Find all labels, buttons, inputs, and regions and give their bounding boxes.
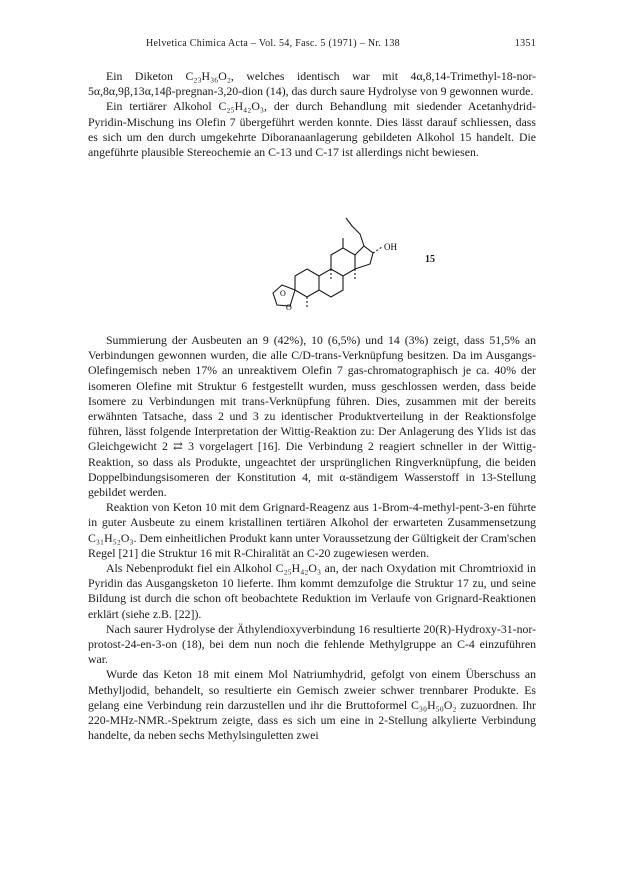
oh-label: OH [384,242,397,252]
paragraph-2: Ein tertiärer Alkohol C₂₅H₄₂O₃, der durch Behandlung mit siedender Acetanhydrid-Pyridin-Mischung ins Olefin 7 übergeführt werden konnte. Dies lässt darauf schliessen, dass es sich um den durch umgekehrte Diboranaanlagerung gebildeten Alkohol 15 handelt. Die angeführte plausible Stereochemie an C-13 und C-17 ist allerdings nicht bewiesen. [88,99,536,160]
structure-figure [240,206,420,318]
ketal-oxygen-1: O [280,289,286,298]
text-block-bottom [88,333,536,743]
page-number: 1351 [514,38,536,49]
structure-drawing [240,206,420,318]
text-block-top [88,69,536,160]
paragraph-7: Wurde das Keton 18 mit einem Mol Natriumhydrid, gefolgt von einem Überschuss an Methyljodid, behandelt, so resultierte ein Gemisch zweier schwer trennbarer Produkte. Es gelang eine Verbindung rein darzustellen und ihr die Bruttoformel C₃₀H₅₀O₂ zuzuordnen. Ihr 220-MHz-NMR.-Spektrum zeigte, dass es sich um eine in 2-Stellung alkylierte Verbindung handelte, da neben sechs Methylsinguletten zwei [88,667,536,743]
compound-label: 15 [425,254,435,265]
journal-title: Helvetica Chimica Acta – Vol. 54, Fasc. 5 (1971) – Nr. 138 [146,38,400,49]
ketal-oxygen-2: O [286,303,292,312]
paragraph-6: Nach saurer Hydrolyse der Äthylendioxyverbindung 16 resultierte 20(R)-Hydroxy-31-nor-protost-24-en-3-on (18), bei dem nun noch die fehlende Methylgruppe an C-4 einzuführen war. [88,621,536,667]
paragraph-3: Summierung der Ausbeuten an 9 (42%), 10 (6,5%) und 14 (3%) zeigt, dass 51,5% an Verbindungen gewonnen wurden, die alle C/D-trans-Verknüpfung besitzen. Da im Ausgangs-Olefingemisch neben 17% an unreaktivem Olefin 7 gas-chromatographisch je ca. 40% der isomeren Olefine mit Struktur 6 festgestellt wurden, muss geschlossen werden, dass beide Isomere zu Verbindungen mit trans-Verknüpfung führen. Dies, zusammen mit der bereits erwähnten Tatsache, dass 2 und 3 zu identischer Produktverteilung in der Reaktionsfolge führen, lässt folgende Interpretation der Wittig-Reaktion zu: Der Anlagerung des Ylids ist das Gleichgewicht 2 ⇄ 3 vorgelagert [16]. Die Verbindung 2 reagiert schneller in der Wittig-Reaktion, so dass als Produkte, ungeachtet der ursprünglichen Ringverknüpfung, die beiden Doppelbindungsisomeren der Konstitution 4, mit α-ständigem Wasserstoff in 13-Stellung gebildet werden. [88,333,536,500]
paragraph-1: Ein Diketon C₂₃H₃₆O₂, welches identisch war mit 4α,8,14-Trimethyl-18-nor-5α,8α,9β,13α,14β-pregnan-3,20-dion (14), das durch saure Hydrolyse von 9 gewonnen wurde. [88,69,536,99]
paragraph-5: Als Nebenprodukt fiel ein Alkohol C₂₅H₄₂O₃ an, der nach Oxydation mit Chromtrioxid in Pyridin das Ausgangsketon 10 lieferte. Ihm kommt demzufolge die Struktur 17 zu, und seine Bildung ist durch die schon oft beobachtete Reduktion im Verlaufe von Grignard-Reaktionen erklärt (siehe z.B. [22]). [88,561,536,621]
paragraph-4: Reaktion von Keton 10 mit dem Grignard-Reagenz aus 1-Brom-4-methyl-pent-3-en führte in guter Ausbeute zu einem kristallinen tertiären Alkohol der erwarteten Zusammensetzung C₃₁H₅₂O₃. Dem einheitlichen Produkt kann unter Voraussetzung der Gültigkeit der Cram'schen Regel [21] die Struktur 16 mit R-Chiralität an C-20 zugewiesen werden. [88,500,536,560]
